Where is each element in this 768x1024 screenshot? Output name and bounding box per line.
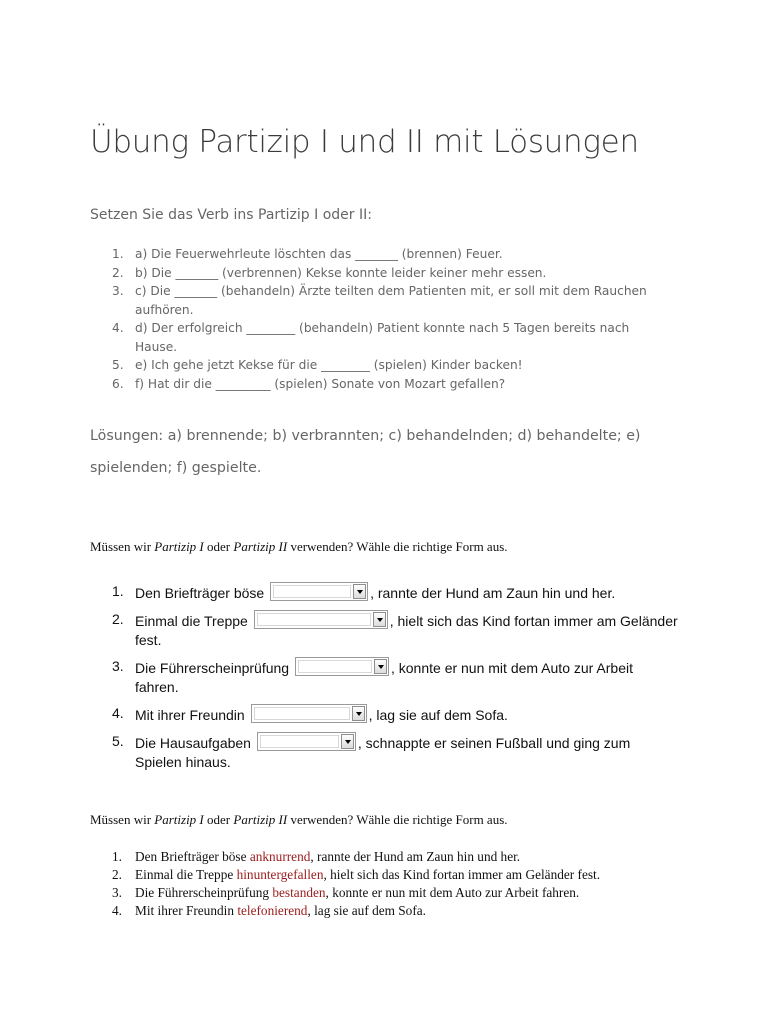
- exercise-item: 6. f) Hat dir die _________ (spielen) Sonate von Mozart gefallen?: [112, 376, 506, 391]
- answer-word: hinuntergefallen: [236, 867, 324, 882]
- exercise-item: 2. b) Die _______ (verbrennen) Kekse konnte leider keiner mehr essen.: [112, 265, 547, 280]
- chevron-down-icon[interactable]: [353, 584, 366, 599]
- quiz-item: 4. Mit ihrer Freundin , lag sie auf dem Sofa.: [112, 705, 508, 723]
- exercise-text: c) Die _______ (behandeln) Ärzte teilten dem Patienten mit, er soll mit dem Rauchen aufhören.: [135, 284, 647, 317]
- quiz-list: [90, 582, 680, 772]
- exercise-text: d) Der erfolgreich ________ (behandeln) Patient konnte nach 5 Tagen bereits nach Hause.: [135, 321, 630, 354]
- answer-item: 1. Den Briefträger böse anknurrend, rannte der Hund am Zaun hin und her.: [112, 849, 521, 864]
- exercise-item: 5. e) Ich gehe jetzt Kekse für die ________ (spielen) Kinder backen!: [112, 358, 523, 372]
- answer-item: 2. Einmal die Treppe hinuntergefallen, hielt sich das Kind fortan immer am Geländer fest.: [112, 867, 601, 882]
- answer-select[interactable]: [295, 657, 389, 676]
- solutions-text: Lösungen: a) brennende; b) verbrannten; c) behandelnden; d) behandelte; e) spielenden; f) gespielte.: [90, 428, 641, 476]
- exercise-item: 1. a) Die Feuerwehrleute löschten das _______ (brennen) Feuer.: [112, 247, 503, 261]
- exercise-text: e) Ich gehe jetzt Kekse für die ________ (spielen) Kinder backen!: [135, 358, 523, 372]
- answer-word: bestanden: [272, 885, 326, 900]
- exercise-intro: Setzen Sie das Verb ins Partizip I oder II:: [90, 207, 372, 223]
- chevron-down-icon[interactable]: [352, 706, 365, 721]
- answers-instruction: Müssen wir Partizip I oder Partizip II verwenden? Wähle die richtige Form aus.: [90, 812, 508, 827]
- chevron-down-icon[interactable]: [341, 734, 354, 749]
- page-title: Übung Partizip I und II mit Lösungen: [90, 124, 639, 160]
- answer-select[interactable]: [254, 610, 388, 629]
- quiz-item: 2. Einmal die Treppe , hielt sich das Kind fortan immer am Geländer fest.: [112, 611, 678, 648]
- answer-select[interactable]: [270, 582, 368, 601]
- quiz-item: 5. Die Hausaufgaben , schnappte er seinen Fußball und ging zum Spielen hinaus.: [112, 733, 631, 770]
- answer-item: 3. Die Führerscheinprüfung bestanden, konnte er nun mit dem Auto zur Arbeit fahren.: [112, 885, 580, 900]
- chevron-down-icon[interactable]: [374, 659, 387, 674]
- answer-item: 4. Mit ihrer Freundin telefonierend, lag sie auf dem Sofa.: [112, 903, 426, 918]
- chevron-down-icon[interactable]: [373, 612, 386, 627]
- exercise-list: [90, 245, 670, 393]
- exercise-text: b) Die _______ (verbrennen) Kekse konnte leider keiner mehr essen.: [135, 265, 547, 280]
- quiz-item: 3. Die Führerscheinprüfung , konnte er nun mit dem Auto zur Arbeit fahren.: [112, 658, 634, 695]
- quiz-instruction: Müssen wir Partizip I oder Partizip II verwenden? Wähle die richtige Form aus.: [90, 539, 508, 554]
- exercise-text: a) Die Feuerwehrleute löschten das _______ (brennen) Feuer.: [135, 247, 503, 261]
- answer-select[interactable]: [251, 704, 367, 723]
- exercise-text: f) Hat dir die _________ (spielen) Sonate von Mozart gefallen?: [135, 376, 506, 391]
- answer-select[interactable]: [257, 732, 356, 751]
- quiz-item: 1. Den Briefträger böse , rannte der Hund am Zaun hin und her.: [112, 583, 616, 601]
- answer-word: anknurrend: [249, 849, 311, 864]
- exercise-item: 4. d) Der erfolgreich ________ (behandeln) Patient konnte nach 5 Tagen bereits nach Hause.: [112, 321, 630, 354]
- answer-word: telefonierend: [237, 903, 308, 918]
- exercise-item: 3. c) Die _______ (behandeln) Ärzte teilten dem Patienten mit, er soll mit dem Rauchen aufhören.: [112, 284, 647, 317]
- answers-list: [90, 848, 690, 920]
